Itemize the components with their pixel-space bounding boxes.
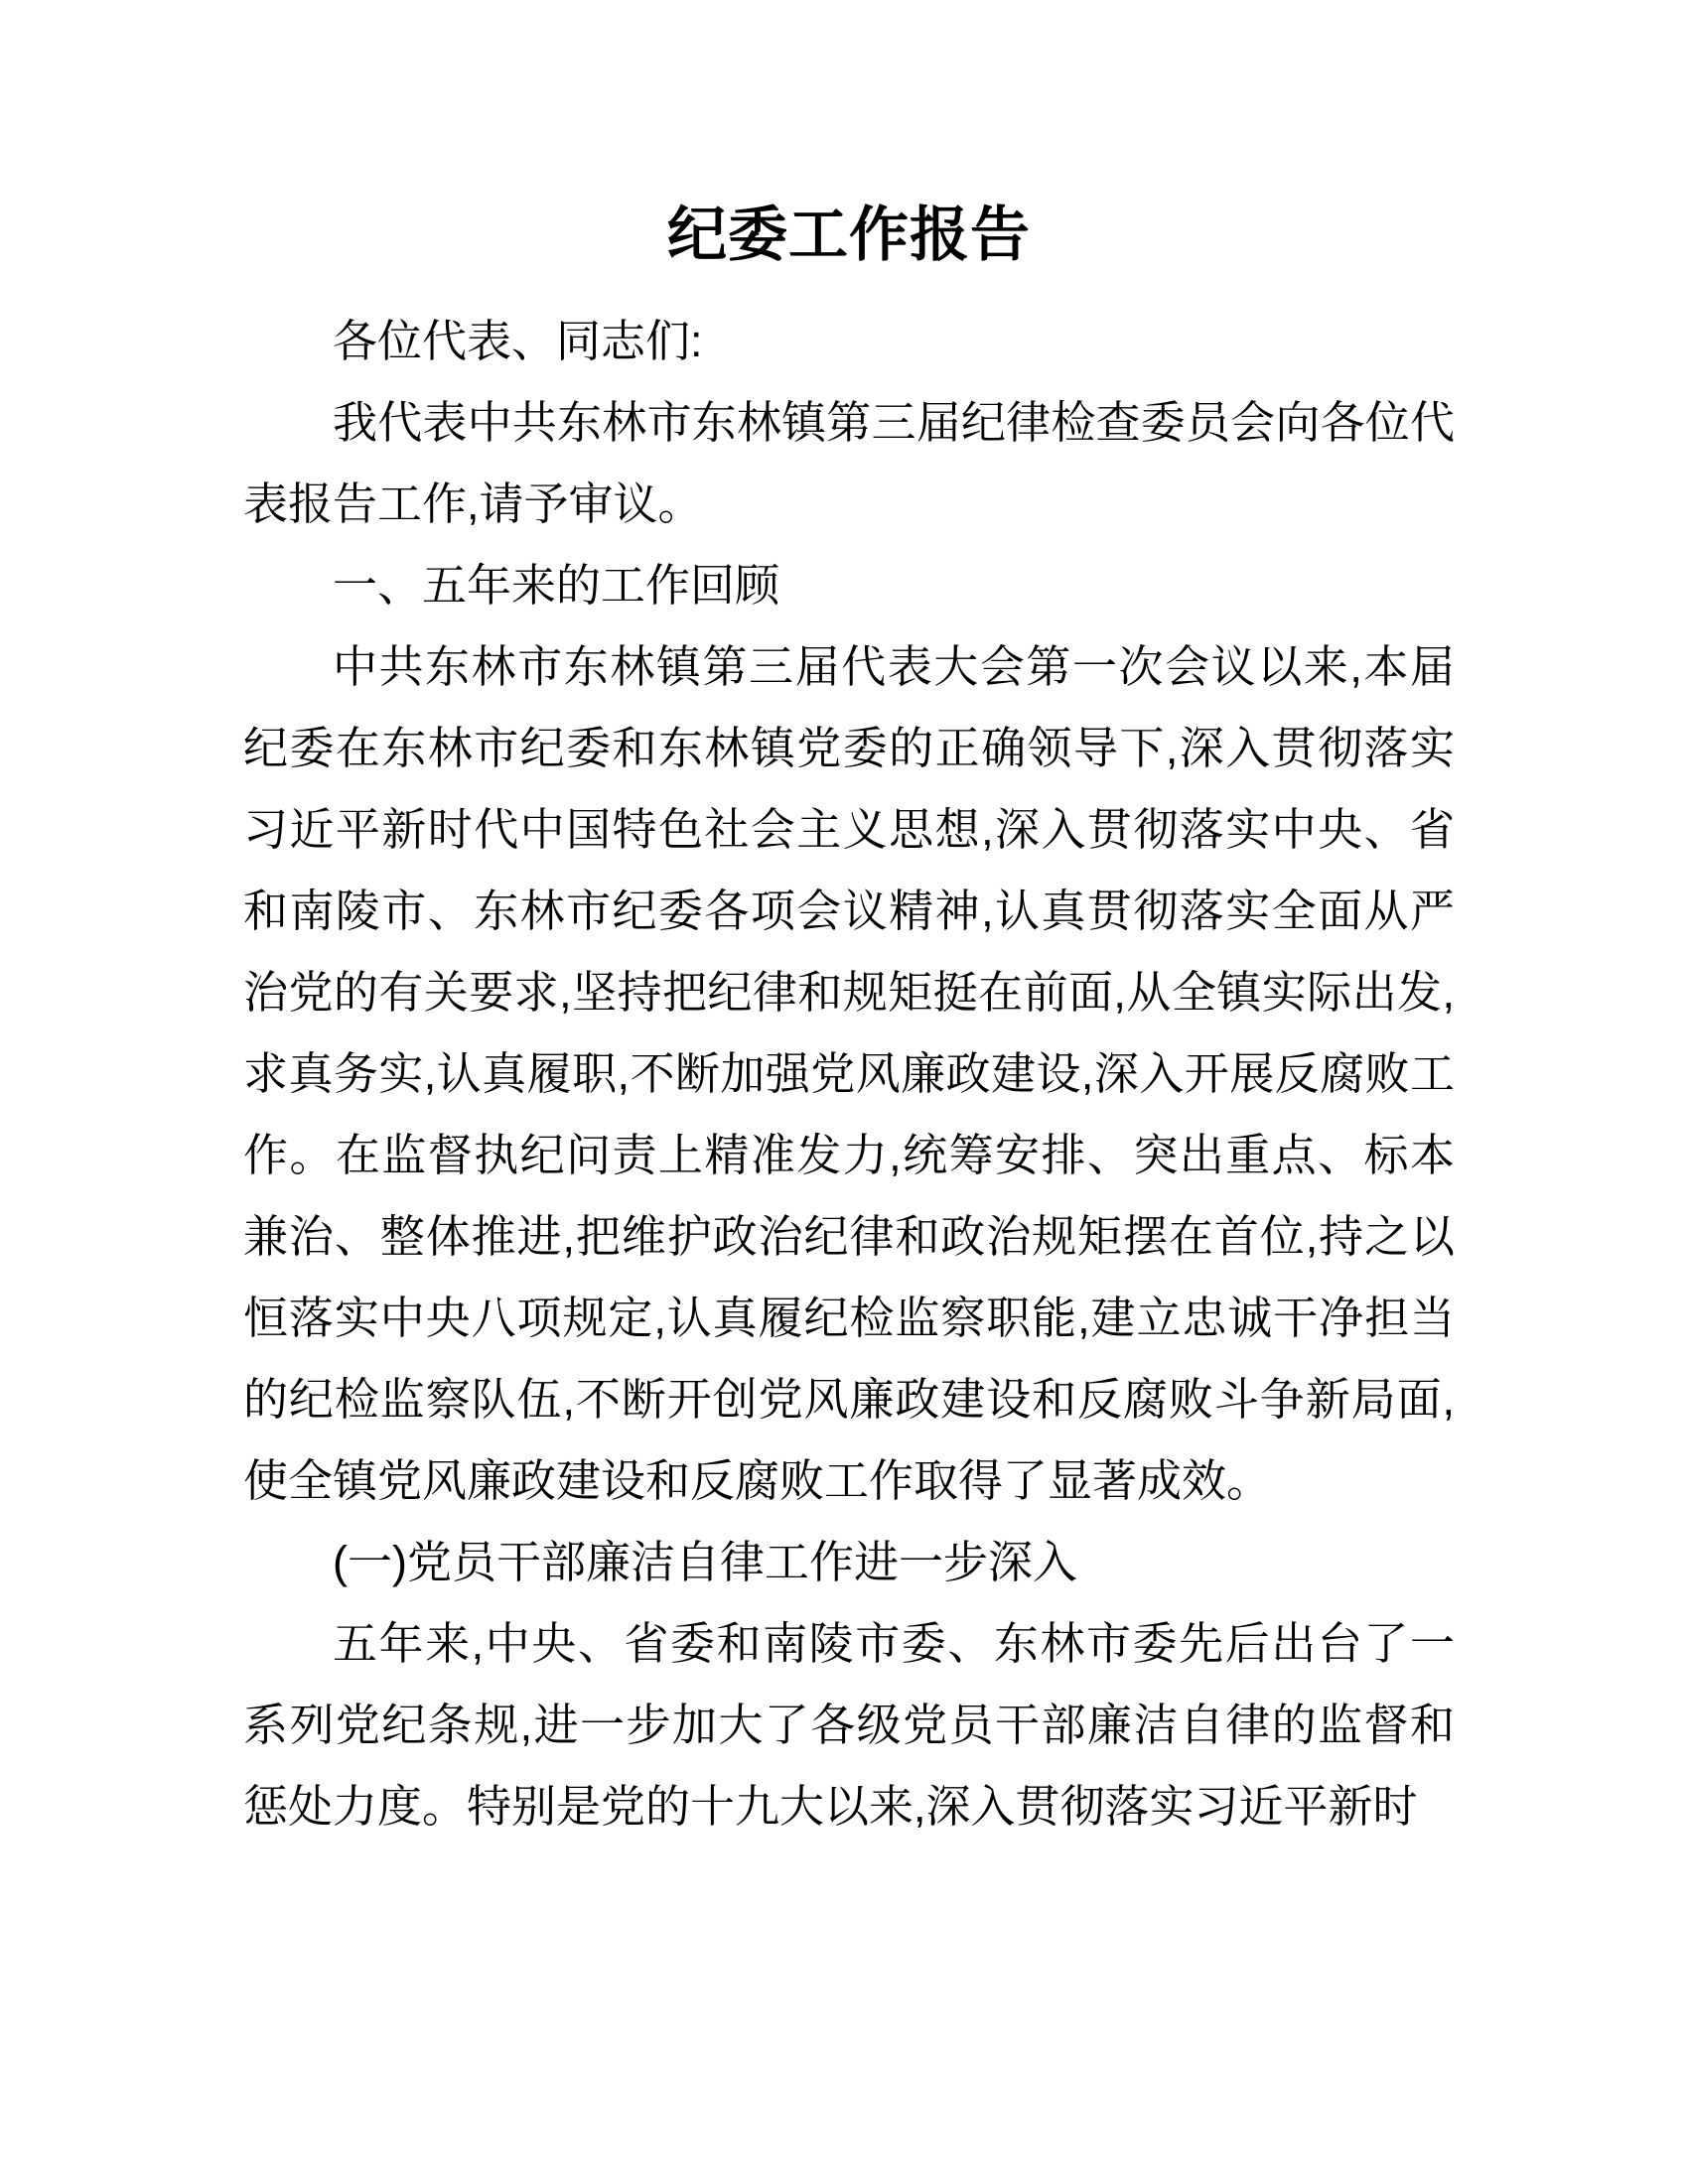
document-title: 纪委工作报告 (667, 202, 1031, 268)
subsection-heading-one: (一)党员干部廉洁自律工作进一步深入 (333, 1537, 1077, 1587)
section-heading-one: 一、五年来的工作回顾 (333, 560, 780, 611)
intro-paragraph: 我代表中共东林市东林镇第三届纪律检查委员会向各位代表报告工作,请予审议。 (243, 397, 1455, 529)
salutation-line: 各位代表、同志们: (333, 316, 703, 366)
section-one-body-paragraph: 中共东林市东林镇第三届代表大会第一次会议以来,本届纪委在东林市纪委和东林镇党委的正确领导下,深入贯彻落实习近平新时代中国特色社会主义思想,深入贯彻落实中央、省和南陵市、东林市纪委各项会议精神,认真贯彻落实全面从严治党的有关要求,坚持把纪律和规矩挺在前面,从全镇实际出发,求真务实,认真履职,不断加强党风廉政建设,深入开展反腐败工作。在监督执纪问责上精准发力,统筹安排、突出重点、标本兼治、整体推进,把维护政治纪律和政治规矩摆在首位,持之以恒落实中央八项规定,认真履纪检监察职能,建立忠诚干净担当的纪检监察队伍,不断开创党风廉政建设和反腐败斗争新局面,使全镇党风廉政建设和反腐败工作取得了显著成效。 (243, 641, 1455, 1506)
subsection-one-body-paragraph: 五年来,中央、省委和南陵市委、东林市委先后出台了一系列党纪条规,进一步加大了各级党员干部廉洁自律的监督和惩处力度。特别是党的十九大以来,深入贯彻落实习近平新时 (243, 1618, 1455, 1832)
